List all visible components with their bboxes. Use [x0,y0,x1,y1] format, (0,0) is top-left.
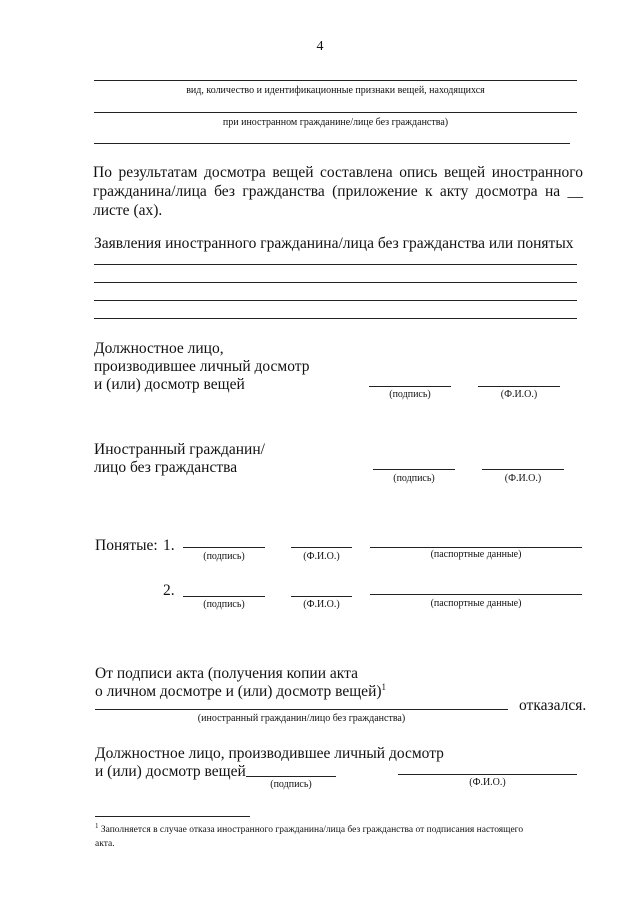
witness-1-passport-caption: (паспортные данные) [430,549,522,560]
statements-line-4[interactable] [94,318,577,319]
official-name-line[interactable] [478,386,560,387]
official-signature-line[interactable] [369,386,451,387]
statements-line-1[interactable] [94,264,577,265]
final-official-signature-caption: (подпись) [270,779,312,790]
official-name-caption: (Ф.И.О.) [500,389,538,400]
witness-2-signature-line[interactable] [183,596,265,597]
witness-1-name-line[interactable] [291,547,352,548]
final-official-name-line[interactable] [398,774,577,775]
official-label-line-3: и (или) досмотр вещей [94,376,245,393]
footnote-separator [95,816,250,817]
statements-line-2[interactable] [94,282,577,283]
items-description-line-1[interactable] [94,80,577,81]
inventory-paragraph: По результатам досмотра вещей составлена опись вещей иностранного гражданина/лица без гражданства (приложение к акту досмотра на __ листе (ах). [93,164,583,219]
final-official-name-caption: (Ф.И.О.) [469,777,506,788]
items-description-line-2[interactable] [94,112,577,113]
witness-2-passport-caption: (паспортные данные) [430,598,522,609]
page-number: 4 [316,39,324,54]
witness-1-name-caption: (Ф.И.О.) [303,551,340,562]
final-official-signature-line[interactable] [246,776,336,777]
refusal-label-line-1: От подписи акта (получения копии акта [95,665,358,682]
foreigner-label-line-2: лицо без гражданства [94,459,238,476]
witness-1-passport-line[interactable] [370,547,582,548]
official-label-line-2: производившее личный досмотр [94,358,310,375]
official-label-line-1: Должностное лицо, [94,340,224,357]
witness-2-signature-caption: (подпись) [203,599,245,610]
refusal-label-line-2 [95,682,386,701]
items-description-line-3[interactable] [94,143,570,144]
witness-2-name-caption: (Ф.И.О.) [303,599,340,610]
refusal-label-line-2-text: о личном досмотре и (или) досмотр вещей) [95,683,382,700]
foreigner-name-caption: (Ф.И.О.) [504,473,542,484]
witness-2-name-line[interactable] [291,596,352,597]
witnesses-label: Понятые: [95,537,158,554]
statements-line-3[interactable] [94,300,577,301]
footnote-reference: 1 [381,682,387,692]
footnote-line-1 [95,823,585,837]
footnote-mark: 1 [95,822,99,830]
foreigner-label-line-1: Иностранный гражданин/ [94,441,265,458]
foreigner-signature-caption: (подпись) [393,473,435,484]
witness-1-signature-caption: (подпись) [203,551,245,562]
refused-text: отказался. [519,697,587,714]
items-description-caption-1: вид, количество и идентификационные признаки вещей, находящихся [186,85,485,96]
refusal-person-line[interactable] [95,709,508,710]
items-description-caption-2: при иностранном гражданине/лице без гражданства) [222,117,449,128]
footnote-line-2: акта. [95,839,115,849]
statements-label: Заявления иностранного гражданина/лица без гражданства или понятых [94,235,574,252]
witness-2-number: 2. [163,582,175,599]
foreigner-name-line[interactable] [482,469,564,470]
final-official-line-2: и (или) досмотр вещей [95,763,246,780]
witness-1-number: 1. [163,537,175,554]
footnote-line-1-text: Заполняется в случае отказа иностранного гражданина/лица без гражданства от подписания настоящего [100,825,524,835]
refusal-person-caption: (иностранный гражданин/лицо без гражданства) [197,713,406,724]
footnote-text [95,823,585,851]
witness-1-signature-line[interactable] [183,547,265,548]
foreigner-signature-line[interactable] [373,469,455,470]
final-official-line-1: Должностное лицо, производившее личный досмотр [95,745,444,762]
witness-2-passport-line[interactable] [370,594,582,595]
official-signature-caption: (подпись) [389,389,431,400]
